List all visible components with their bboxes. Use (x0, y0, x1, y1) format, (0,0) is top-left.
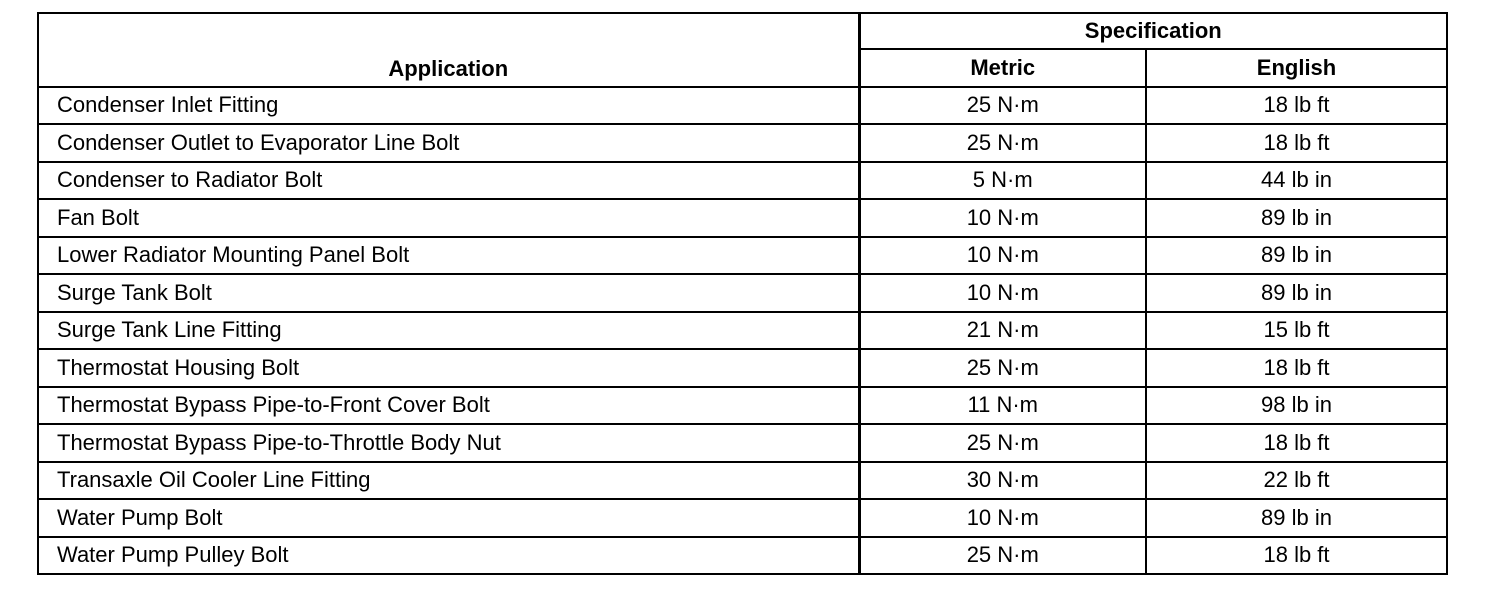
application-cell: Thermostat Housing Bolt (38, 349, 859, 387)
english-cell: 18 lb ft (1146, 537, 1447, 575)
english-cell: 18 lb ft (1146, 349, 1447, 387)
metric-cell: 25 N·m (859, 349, 1146, 387)
table-row (38, 312, 1447, 350)
metric-cell: 25 N·m (859, 537, 1146, 575)
english-cell: 44 lb in (1146, 162, 1447, 200)
table-row (38, 349, 1447, 387)
application-cell: Condenser to Radiator Bolt (38, 162, 859, 200)
table-row (38, 387, 1447, 425)
metric-cell: 10 N·m (859, 499, 1146, 537)
english-cell: 22 lb ft (1146, 462, 1447, 500)
metric-cell: 10 N·m (859, 237, 1146, 275)
english-cell: 18 lb ft (1146, 124, 1447, 162)
application-cell: Water Pump Bolt (38, 499, 859, 537)
table-header (38, 13, 1447, 87)
specification-group-header: Specification (859, 13, 1447, 49)
english-cell: 89 lb in (1146, 237, 1447, 275)
table-row (38, 274, 1447, 312)
metric-cell: 11 N·m (859, 387, 1146, 425)
english-cell: 15 lb ft (1146, 312, 1447, 350)
metric-cell: 10 N·m (859, 274, 1146, 312)
table-row (38, 537, 1447, 575)
table-row (38, 199, 1447, 237)
metric-column-header: Metric (859, 49, 1146, 87)
application-cell: Lower Radiator Mounting Panel Bolt (38, 237, 859, 275)
table-row (38, 424, 1447, 462)
english-cell: 18 lb ft (1146, 424, 1447, 462)
english-cell: 98 lb in (1146, 387, 1447, 425)
metric-cell: 25 N·m (859, 424, 1146, 462)
metric-cell: 25 N·m (859, 124, 1146, 162)
metric-cell: 30 N·m (859, 462, 1146, 500)
english-cell: 89 lb in (1146, 274, 1447, 312)
application-cell: Condenser Inlet Fitting (38, 87, 859, 125)
header-row-group (38, 13, 1447, 49)
metric-cell: 10 N·m (859, 199, 1146, 237)
table-row (38, 499, 1447, 537)
table-row (38, 162, 1447, 200)
english-cell: 89 lb in (1146, 199, 1447, 237)
application-cell: Surge Tank Line Fitting (38, 312, 859, 350)
application-column-header: Application (38, 13, 859, 87)
application-cell: Condenser Outlet to Evaporator Line Bolt (38, 124, 859, 162)
application-cell: Water Pump Pulley Bolt (38, 537, 859, 575)
metric-cell: 21 N·m (859, 312, 1146, 350)
fastener-specification-table (37, 12, 1448, 575)
table-row (38, 462, 1447, 500)
application-cell: Thermostat Bypass Pipe-to-Front Cover Bolt (38, 387, 859, 425)
table-body (38, 87, 1447, 575)
application-cell: Surge Tank Bolt (38, 274, 859, 312)
application-cell: Fan Bolt (38, 199, 859, 237)
english-cell: 89 lb in (1146, 499, 1447, 537)
table-row (38, 87, 1447, 125)
table-row (38, 124, 1447, 162)
application-cell: Thermostat Bypass Pipe-to-Throttle Body Nut (38, 424, 859, 462)
english-column-header: English (1146, 49, 1447, 87)
english-cell: 18 lb ft (1146, 87, 1447, 125)
metric-cell: 5 N·m (859, 162, 1146, 200)
metric-cell: 25 N·m (859, 87, 1146, 125)
application-cell: Transaxle Oil Cooler Line Fitting (38, 462, 859, 500)
table-row (38, 237, 1447, 275)
